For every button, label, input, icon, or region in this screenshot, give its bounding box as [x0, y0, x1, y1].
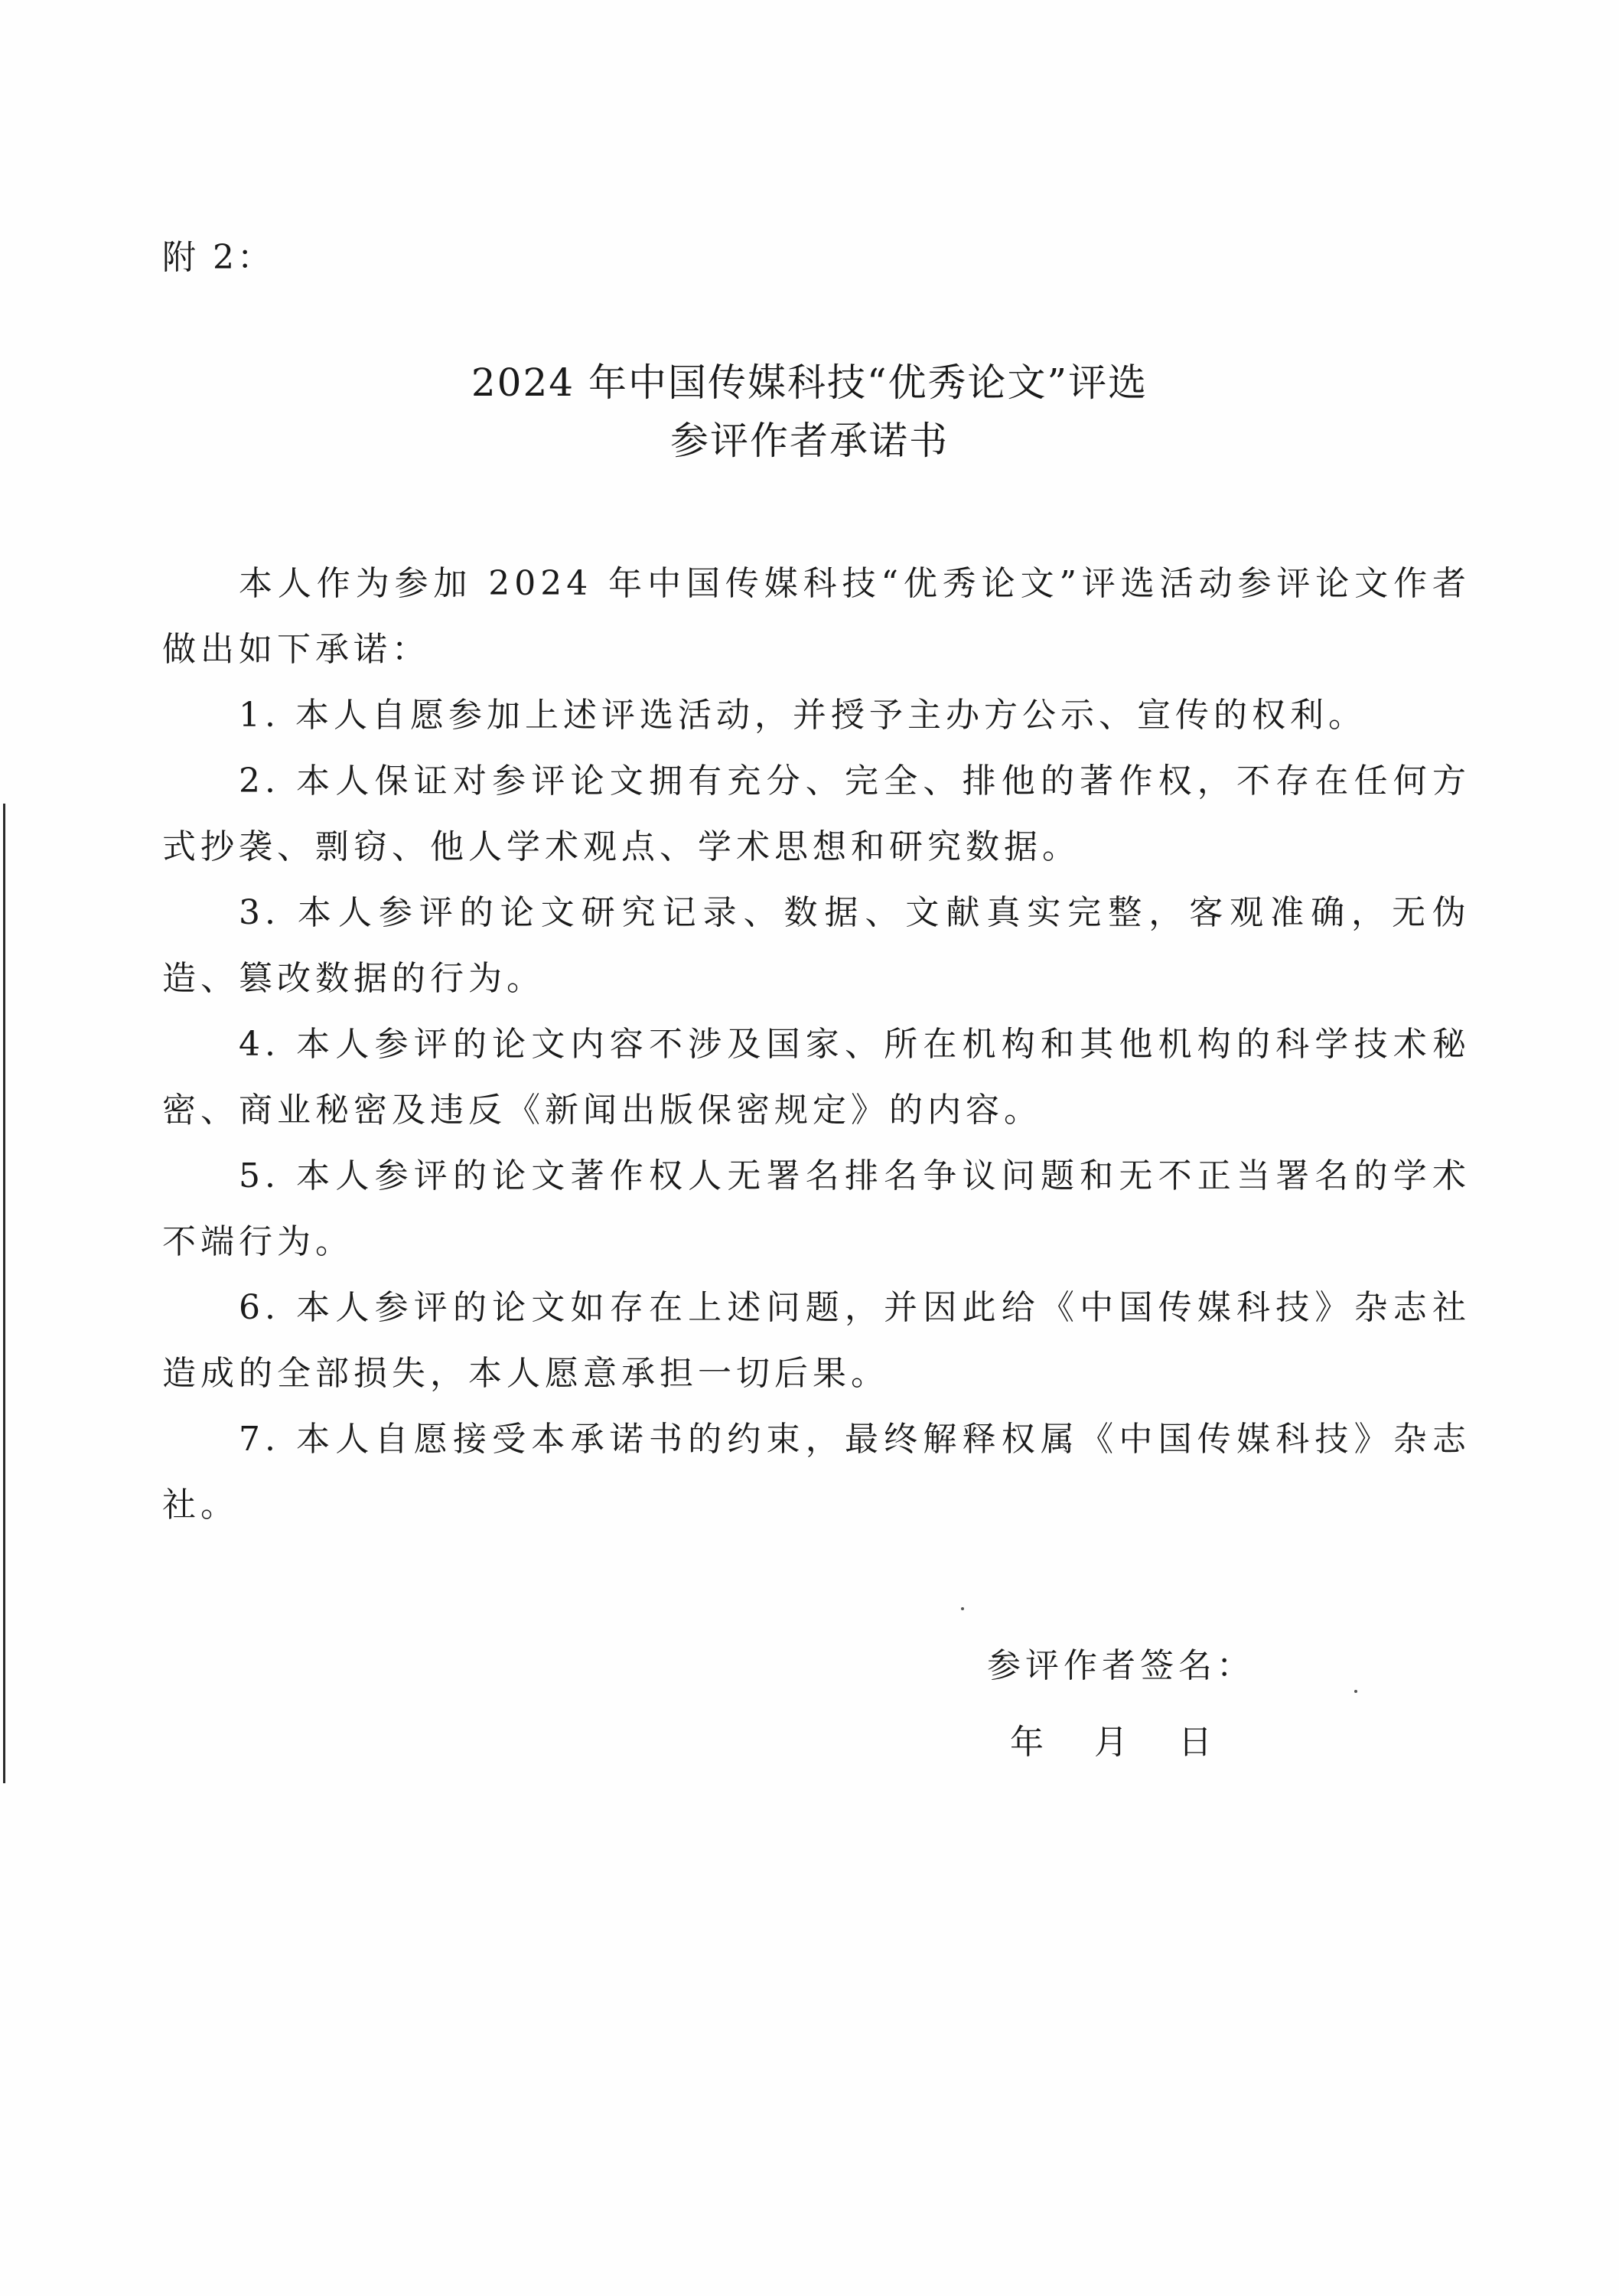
date-day-label: 日 [1178, 1723, 1212, 1762]
pledge-item-7: 7. 本人自愿接受本承诺书的约束，最终解释权属《中国传媒科技》杂志社。 [162, 1420, 1471, 1525]
document-title: 2024 年中国传媒科技“优秀论文”评选 [471, 360, 1148, 405]
pledge-item-6: 6. 本人参评的论文如存在上述问题，并因此给《中国传媒科技》杂志社造成的全部损失，本人愿意承担一切后果。 [162, 1288, 1471, 1393]
title-block [0, 354, 1619, 470]
date-year-label: 年 [1010, 1723, 1044, 1762]
pledge-body [162, 551, 1471, 1538]
intro-paragraph: 本人作为参加 2024 年中国传媒科技“优秀论文”评选活动参评论文作者做出如下承诺： [162, 564, 1471, 669]
scan-speck [1354, 1690, 1357, 1693]
signature-label: 参评作者签名： [987, 1646, 1255, 1685]
pledge-item-4: 4. 本人参评的论文内容不涉及国家、所在机构和其他机构的科学技术秘密、商业秘密及违反《新闻出版保密规定》的内容。 [162, 1025, 1471, 1130]
attachment-label: 附 2： [162, 238, 274, 277]
scan-edge-line [3, 804, 5, 1783]
document-subtitle: 参评作者承诺书 [670, 419, 949, 463]
pledge-item-1: 1. 本人自愿参加上述评选活动，并授予主办方公示、宣传的权利。 [239, 696, 1367, 735]
date-month-label: 月 [1094, 1723, 1128, 1762]
pledge-item-2: 2. 本人保证对参评论文拥有充分、完全、排他的著作权，不存在任何方式抄袭、剽窃、他人学术观点、学术思想和研究数据。 [162, 762, 1471, 866]
scan-speck [961, 1607, 964, 1610]
date-line [1010, 1714, 1252, 1763]
pledge-item-3: 3. 本人参评的论文研究记录、数据、文献真实完整，客观准确，无伪造、篡改数据的行为。 [162, 893, 1471, 998]
pledge-item-5: 5. 本人参评的论文著作权人无署名排名争议问题和无不正当署名的学术不端行为。 [162, 1156, 1471, 1261]
